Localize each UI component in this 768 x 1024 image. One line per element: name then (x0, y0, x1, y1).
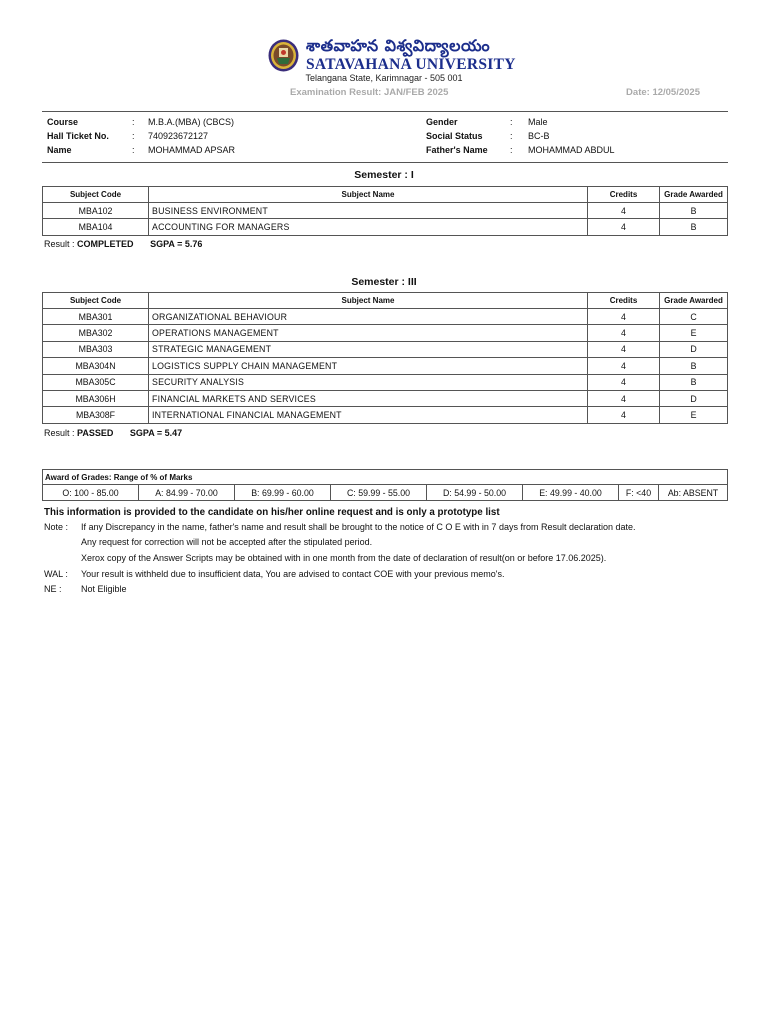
grade-range: Ab: ABSENT (659, 485, 728, 501)
note-key: Note : (44, 522, 69, 532)
table-row (43, 325, 728, 341)
grade: D (660, 341, 728, 357)
result-label: Result : (44, 428, 75, 438)
grade-range: B: 69.99 - 60.00 (235, 485, 331, 501)
social-status-label: Social Status (426, 131, 483, 141)
credits: 4 (588, 341, 660, 357)
column-header: Subject Code (43, 293, 149, 309)
separator: : (510, 145, 513, 155)
table-row (43, 358, 728, 374)
result-status: COMPLETED (77, 239, 134, 249)
name-label: Name (47, 145, 72, 155)
result-date: Date: 12/05/2025 (626, 87, 700, 98)
column-header: Credits (588, 293, 660, 309)
university-address: Telangana State, Karimnagar - 505 001 (305, 73, 463, 83)
table-row (43, 203, 728, 219)
grade: E (660, 325, 728, 341)
subject-name: INTERNATIONAL FINANCIAL MANAGEMENT (149, 407, 588, 423)
separator: : (132, 131, 135, 141)
grade-ranges-title: Award of Grades: Range of % of Marks (43, 470, 728, 485)
grade-range: D: 54.99 - 50.00 (427, 485, 523, 501)
note-key: NE : (44, 584, 62, 594)
info-row-hall-ticket (42, 131, 728, 145)
note-key: WAL : (44, 569, 68, 579)
grade: B (660, 203, 728, 219)
subject-code: MBA306H (43, 390, 149, 406)
column-header: Subject Code (43, 187, 149, 203)
note-text: Xerox copy of the Answer Scripts may be obtained with in one month from the date of declaration of result(on or before 17.06.2025). (81, 553, 607, 563)
gender-label: Gender (426, 117, 458, 127)
note-text: Not Eligible (81, 584, 127, 594)
credits: 4 (588, 374, 660, 390)
course-value: M.B.A.(MBA) (CBCS) (148, 117, 235, 127)
social-status-value: BC-B (528, 131, 550, 141)
university-name: SATAVAHANA UNIVERSITY (306, 56, 516, 73)
note-text: Your result is withheld due to insufficient data, You are advised to contact COE with your previous memo's. (81, 569, 505, 579)
table-row (43, 341, 728, 357)
credits: 4 (588, 325, 660, 341)
university-logo (268, 39, 299, 72)
semester-3-table (42, 292, 728, 424)
semester-title: Semester : III (351, 276, 417, 288)
grade-ranges-table (42, 469, 728, 501)
semester-result (44, 428, 182, 438)
info-row-course (42, 117, 728, 131)
column-header: Credits (588, 187, 660, 203)
credits: 4 (588, 358, 660, 374)
sgpa-value: SGPA = 5.47 (129, 428, 183, 438)
divider (42, 162, 728, 163)
result-label: Result : (44, 239, 75, 249)
subject-code: MBA301 (43, 309, 149, 325)
course-label: Course (47, 117, 79, 127)
result-status: PASSED (77, 428, 114, 438)
subject-name: FINANCIAL MARKETS AND SERVICES (149, 390, 588, 406)
grade: B (660, 219, 728, 235)
table-header-row (43, 187, 728, 203)
credits: 4 (588, 219, 660, 235)
subject-name: ORGANIZATIONAL BEHAVIOUR (149, 309, 588, 325)
subject-name: ACCOUNTING FOR MANAGERS (149, 219, 588, 235)
table-row (43, 390, 728, 406)
separator: : (510, 131, 513, 141)
subject-name: BUSINESS ENVIRONMENT (149, 203, 588, 219)
grade-range: C: 59.99 - 55.00 (331, 485, 427, 501)
university-telugu-name: శాతవాహన విశ్వవిద్యాలయం (306, 36, 491, 55)
subject-code: MBA303 (43, 341, 149, 357)
grade: C (660, 309, 728, 325)
subject-code: MBA104 (43, 219, 149, 235)
column-header: Grade Awarded (660, 293, 728, 309)
father-name-value: MOHAMMAD ABDUL (528, 145, 615, 155)
credits: 4 (588, 390, 660, 406)
page-header (0, 36, 768, 100)
separator: : (510, 117, 513, 127)
credits: 4 (588, 309, 660, 325)
subject-code: MBA308F (43, 407, 149, 423)
student-name-value: MOHAMMAD APSAR (148, 145, 236, 155)
notice-title: This information is provided to the candidate on his/her online request and is only a prototype list (44, 507, 500, 518)
subject-name: SECURITY ANALYSIS (149, 374, 588, 390)
table-row (43, 219, 728, 235)
subject-name: OPERATIONS MANAGEMENT (149, 325, 588, 341)
subject-code: MBA102 (43, 203, 149, 219)
separator: : (132, 117, 135, 127)
column-header: Subject Name (149, 187, 588, 203)
grade-range: O: 100 - 85.00 (43, 485, 139, 501)
table-header-row (43, 293, 728, 309)
subject-code: MBA304N (43, 358, 149, 374)
note-text: If any Discrepancy in the name, father's name and result shall be brought to the notice of C O E with in 7 days from Result declaration date. (81, 522, 636, 532)
father-name-label: Father's Name (426, 145, 488, 155)
grade: B (660, 374, 728, 390)
subject-code: MBA302 (43, 325, 149, 341)
grade: D (660, 390, 728, 406)
subject-name: LOGISTICS SUPPLY CHAIN MANAGEMENT (149, 358, 588, 374)
grade-range: A: 84.99 - 70.00 (139, 485, 235, 501)
subject-code: MBA305C (43, 374, 149, 390)
grade-range: F: <40 (619, 485, 659, 501)
separator: : (132, 145, 135, 155)
table-row (43, 374, 728, 390)
grade-ranges-title-row (43, 470, 728, 485)
hall-ticket-label: Hall Ticket No. (47, 131, 109, 141)
credits: 4 (588, 203, 660, 219)
grade-ranges-row (43, 485, 728, 501)
subject-name: STRATEGIC MANAGEMENT (149, 341, 588, 357)
hall-ticket-value: 740923672127 (148, 131, 209, 141)
semester-1-table (42, 186, 728, 236)
grade-range: E: 49.99 - 40.00 (523, 485, 619, 501)
grade: E (660, 407, 728, 423)
column-header: Grade Awarded (660, 187, 728, 203)
sgpa-value: SGPA = 5.76 (150, 239, 203, 249)
semester-title: Semester : I (354, 169, 414, 181)
divider (42, 111, 728, 112)
gender-value: Male (528, 117, 548, 127)
info-row-name (42, 145, 728, 159)
note-text: Any request for correction will not be accepted after the stipulated period. (81, 537, 373, 547)
credits: 4 (588, 407, 660, 423)
grade: B (660, 358, 728, 374)
column-header: Subject Name (149, 293, 588, 309)
exam-session: Examination Result: JAN/FEB 2025 (290, 87, 449, 98)
table-row (43, 309, 728, 325)
semester-result (44, 239, 202, 249)
table-row (43, 407, 728, 423)
